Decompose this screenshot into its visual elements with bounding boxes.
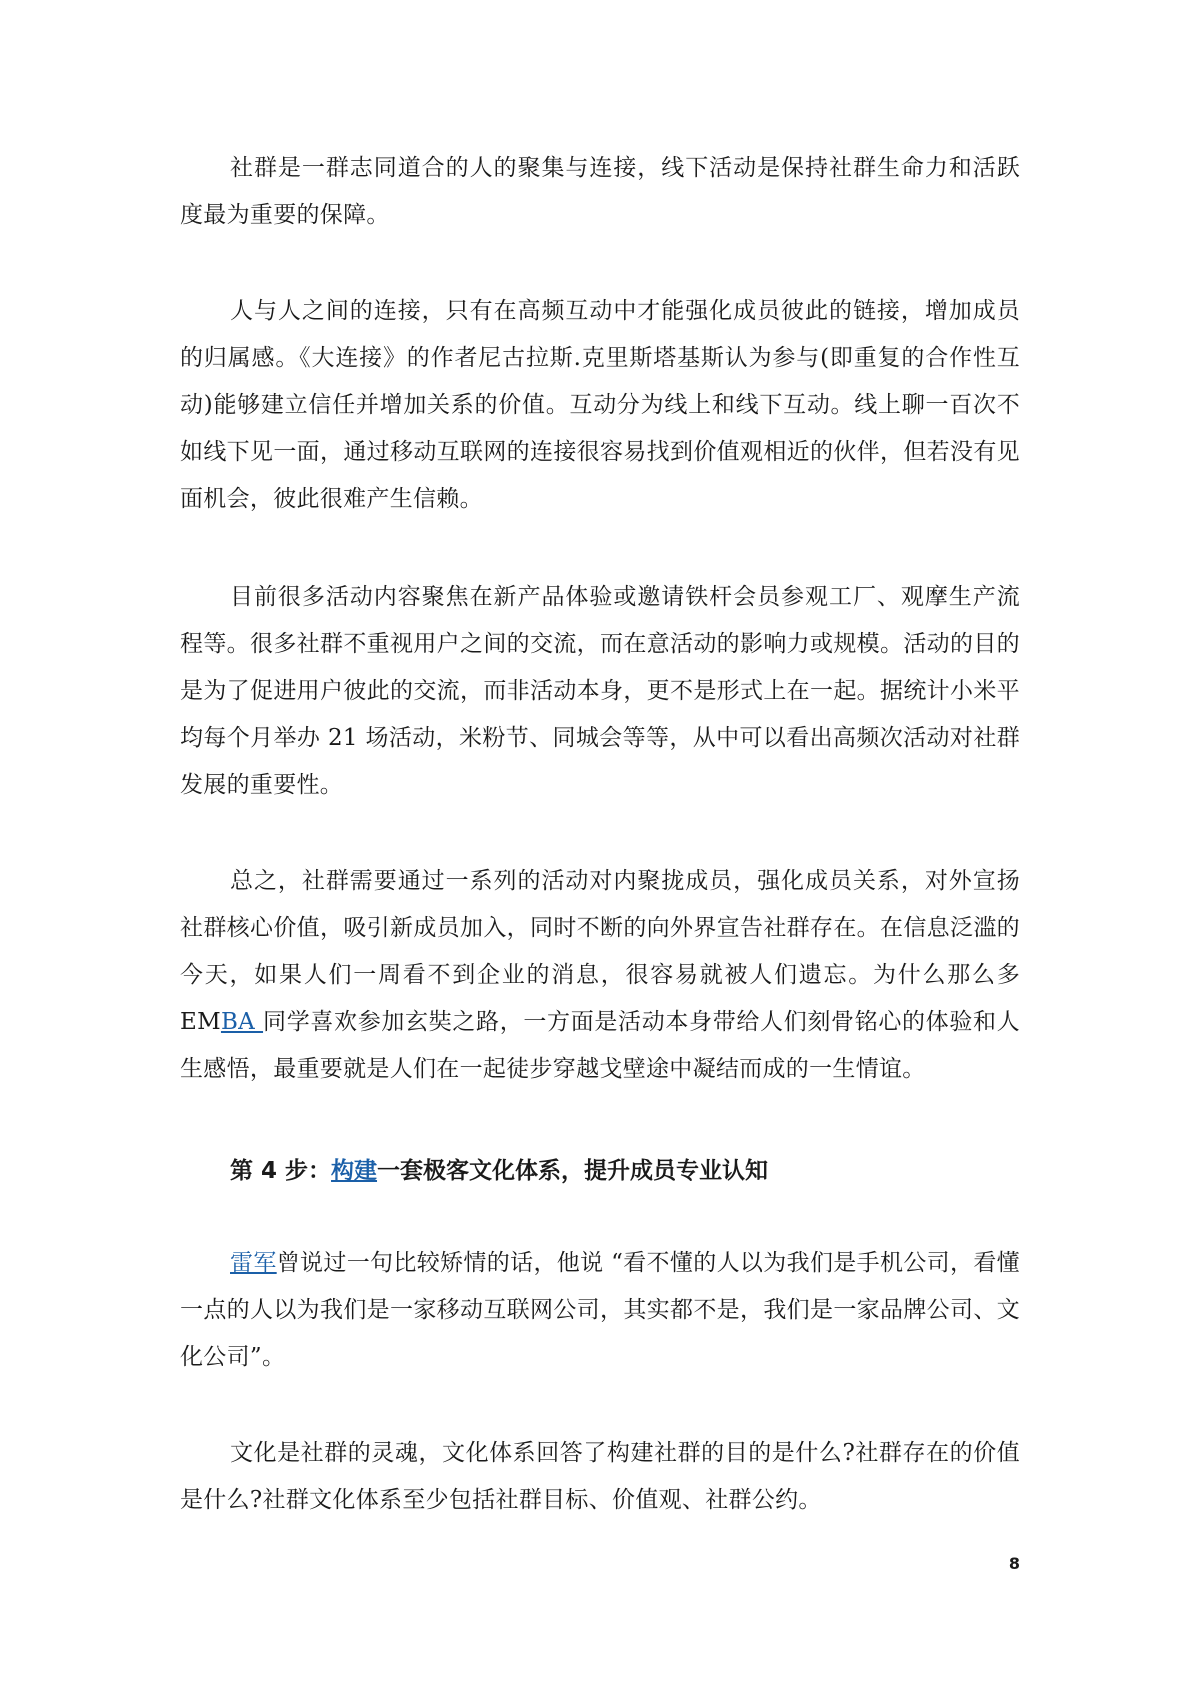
- heading-prefix: 第 4 步：: [230, 1158, 332, 1184]
- paragraph-connection: 人与人之间的连接，只有在高频互动中才能强化成员彼此的链接，增加成员的归属感。《大连接》的作者尼古拉斯.克里斯塔基斯认为参与(即重复的合作性互动)能够建立信任并增加关系的价值。互动分为线上和线下互动。线上聊一百次不如线下见一面，通过移动互联网的连接很容易找到价值观相近的伙伴，但若没有见面机会，彼此很难产生信赖。: [180, 298, 1020, 512]
- heading-suffix: 一套极客文化体系，提升成员专业认知: [377, 1158, 769, 1184]
- paragraph-summary-text-2: 同学喜欢参加玄奘之路，一方面是活动本身带给人们刻骨铭心的体验和人生感悟，最重要就是人们在一起徒步穿越戈壁途中凝结而成的一生情谊。: [180, 1009, 1020, 1082]
- paragraph-summary: [180, 858, 1020, 1093]
- paragraph-lei-jun-text: 曾说过一句比较矫情的话，他说 “看不懂的人以为我们是手机公司，看懂一点的人以为我们是一家移动互联网公司，其实都不是，我们是一家品牌公司、文化公司”。: [180, 1250, 1020, 1370]
- lei-jun-link[interactable]: 雷军: [230, 1250, 277, 1276]
- emba-link[interactable]: BA: [220, 1009, 264, 1035]
- paragraph-activities: 目前很多活动内容聚焦在新产品体验或邀请铁杆会员参观工厂、观摩生产流程等。很多社群不重视用户之间的交流，而在意活动的影响力或规模。活动的目的是为了促进用户彼此的交流，而非活动本身，更不是形式上在一起。据统计小米平均每个月举办 21 场活动，米粉节、同城会等等，从中可以看出高频次活动对社群发展的重要性。: [180, 584, 1020, 798]
- step-4-heading: [180, 1148, 1020, 1195]
- build-link[interactable]: 构建: [331, 1158, 378, 1184]
- emba-plain-text: EM: [180, 1009, 221, 1035]
- paragraph-community-offline: 社群是一群志同道合的人的聚集与连接，线下活动是保持社群生命力和活跃度最为重要的保障。: [180, 155, 1020, 228]
- paragraph-lei-jun-quote: [180, 1240, 1020, 1381]
- paragraph-culture: 文化是社群的灵魂，文化体系回答了构建社群的目的是什么?社群存在的价值是什么?社群文化体系至少包括社群目标、价值观、社群公约。: [180, 1440, 1020, 1513]
- page-number: 8: [1008, 1554, 1020, 1573]
- paragraph-summary-text-1: 总之，社群需要通过一系列的活动对内聚拢成员，强化成员关系，对外宣扬社群核心价值，吸引新成员加入，同时不断的向外界宣告社群存在。在信息泛滥的今天，如果人们一周看不到企业的消息，很容易就被人们遗忘。为什么那么多: [180, 868, 1020, 988]
